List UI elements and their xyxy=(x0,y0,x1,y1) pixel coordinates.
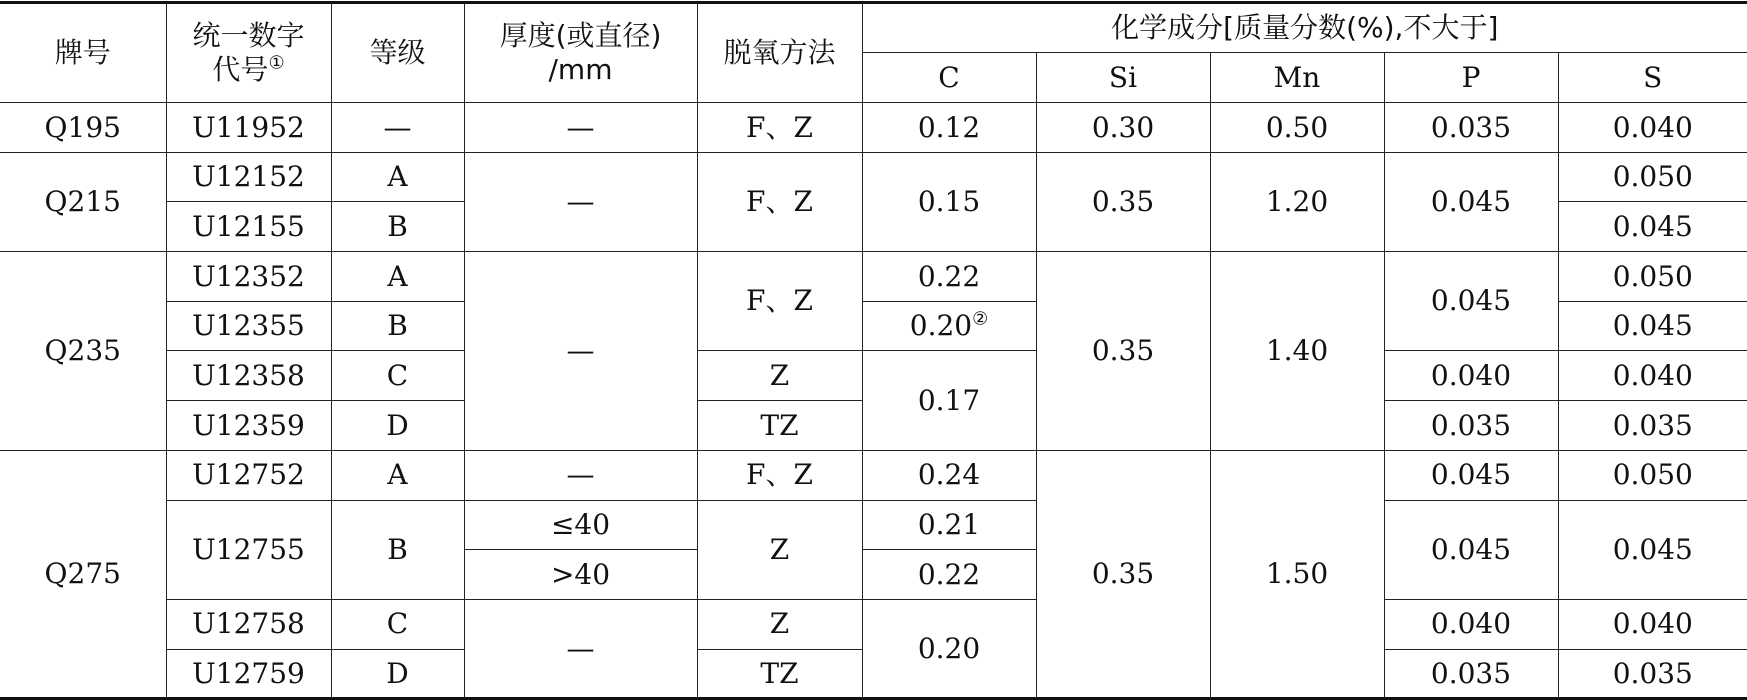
cell-s: 0.050 xyxy=(1558,450,1747,500)
steel-composition-table xyxy=(0,1,1747,700)
cell-p: 0.045 xyxy=(1384,450,1558,500)
cell-deox: TZ xyxy=(697,401,862,451)
cell-s: 0.050 xyxy=(1558,252,1747,302)
cell-level: C xyxy=(331,599,464,649)
cell-code: U12359 xyxy=(166,401,331,451)
cell-code: U12759 xyxy=(166,649,331,699)
header-thickness xyxy=(464,3,697,103)
cell-c: 0.24 xyxy=(862,450,1036,500)
cell-deox: Z xyxy=(697,599,862,649)
cell-s: 0.040 xyxy=(1558,599,1747,649)
cell-level: B xyxy=(331,202,464,252)
cell-c: 0.22 xyxy=(862,550,1036,600)
cell-s: 0.045 xyxy=(1558,202,1747,252)
cell-s: 0.045 xyxy=(1558,301,1747,351)
cell-level: C xyxy=(331,351,464,401)
table-row xyxy=(0,152,1747,202)
cell-thickness: — xyxy=(464,450,697,500)
cell-si: 0.35 xyxy=(1036,450,1210,698)
cell-p: 0.040 xyxy=(1384,599,1558,649)
cell-deox: Z xyxy=(697,351,862,401)
header-deoxidation: 脱氧方法 xyxy=(697,3,862,103)
cell-c: 0.17 xyxy=(862,351,1036,450)
header-thickness-line2: /mm xyxy=(548,53,613,86)
cell-level: A xyxy=(331,450,464,500)
cell-p: 0.035 xyxy=(1384,401,1558,451)
header-unified-code xyxy=(166,3,331,103)
cell-code: U12352 xyxy=(166,252,331,302)
cell-grade: Q235 xyxy=(0,252,166,451)
cell-deox: TZ xyxy=(697,649,862,699)
cell-deox: F、Z xyxy=(697,152,862,251)
cell-deox: F、Z xyxy=(697,252,862,351)
cell-deox: F、Z xyxy=(697,450,862,500)
cell-thickness: ≤40 xyxy=(464,500,697,550)
cell-p: 0.045 xyxy=(1384,500,1558,599)
cell-level: A xyxy=(331,152,464,202)
cell-mn: 1.40 xyxy=(1210,252,1384,451)
cell-thickness: — xyxy=(464,103,697,153)
header-si: Si xyxy=(1036,53,1210,103)
cell-c xyxy=(862,301,1036,351)
header-row-1 xyxy=(0,3,1747,53)
cell-code: U12758 xyxy=(166,599,331,649)
cell-mn: 0.50 xyxy=(1210,103,1384,153)
header-s: S xyxy=(1558,53,1747,103)
header-p: P xyxy=(1384,53,1558,103)
cell-c: 0.20 xyxy=(862,599,1036,698)
table-row xyxy=(0,599,1747,649)
table-row xyxy=(0,252,1747,302)
header-chemical-composition: 化学成分[质量分数(%),不大于] xyxy=(862,3,1747,53)
cell-level: B xyxy=(331,301,464,351)
header-code-line1: 统一数字 xyxy=(192,19,305,53)
cell-s: 0.035 xyxy=(1558,649,1747,699)
cell-s: 0.040 xyxy=(1558,103,1747,153)
cell-grade: Q195 xyxy=(0,103,166,153)
cell-p: 0.035 xyxy=(1384,649,1558,699)
footnote-2-marker: ② xyxy=(972,308,989,330)
cell-mn: 1.20 xyxy=(1210,152,1384,251)
table-row xyxy=(0,103,1747,153)
cell-level: D xyxy=(331,649,464,699)
cell-thickness: — xyxy=(464,152,697,251)
cell-si: 0.35 xyxy=(1036,252,1210,451)
cell-code: U12155 xyxy=(166,202,331,252)
cell-p: 0.045 xyxy=(1384,152,1558,251)
cell-deox: Z xyxy=(697,500,862,599)
cell-s: 0.040 xyxy=(1558,351,1747,401)
cell-c: 0.12 xyxy=(862,103,1036,153)
cell-p: 0.045 xyxy=(1384,252,1558,351)
cell-grade: Q215 xyxy=(0,152,166,251)
header-code-line2: 代号 xyxy=(212,53,269,86)
cell-s: 0.045 xyxy=(1558,500,1747,599)
cell-code: U12355 xyxy=(166,301,331,351)
header-mn: Mn xyxy=(1210,53,1384,103)
cell-si: 0.35 xyxy=(1036,152,1210,251)
cell-level: B xyxy=(331,500,464,599)
cell-c: 0.21 xyxy=(862,500,1036,550)
cell-p: 0.040 xyxy=(1384,351,1558,401)
cell-code: U12358 xyxy=(166,351,331,401)
cell-si: 0.30 xyxy=(1036,103,1210,153)
cell-grade: Q275 xyxy=(0,450,166,698)
cell-thickness: — xyxy=(464,252,697,451)
table-row xyxy=(0,450,1747,500)
cell-code: U11952 xyxy=(166,103,331,153)
cell-s: 0.050 xyxy=(1558,152,1747,202)
cell-code: U12152 xyxy=(166,152,331,202)
cell-level: D xyxy=(331,401,464,451)
table-row xyxy=(0,500,1747,550)
cell-s: 0.035 xyxy=(1558,401,1747,451)
cell-thickness: >40 xyxy=(464,550,697,600)
cell-code: U12752 xyxy=(166,450,331,500)
cell-deox: F、Z xyxy=(697,103,862,153)
cell-c: 0.15 xyxy=(862,152,1036,251)
cell-c: 0.22 xyxy=(862,252,1036,302)
cell-thickness: — xyxy=(464,599,697,698)
header-level: 等级 xyxy=(331,3,464,103)
cell-level: A xyxy=(331,252,464,302)
table-row xyxy=(0,351,1747,401)
cell-mn: 1.50 xyxy=(1210,450,1384,698)
cell-code: U12755 xyxy=(166,500,331,599)
footnote-1-marker: ① xyxy=(268,52,285,74)
cell-c-value: 0.20 xyxy=(909,309,973,343)
header-grade-no: 牌号 xyxy=(0,3,166,103)
header-c: C xyxy=(862,53,1036,103)
cell-p: 0.035 xyxy=(1384,103,1558,153)
cell-level: — xyxy=(331,103,464,153)
header-thickness-line1: 厚度(或直径) xyxy=(499,19,662,53)
